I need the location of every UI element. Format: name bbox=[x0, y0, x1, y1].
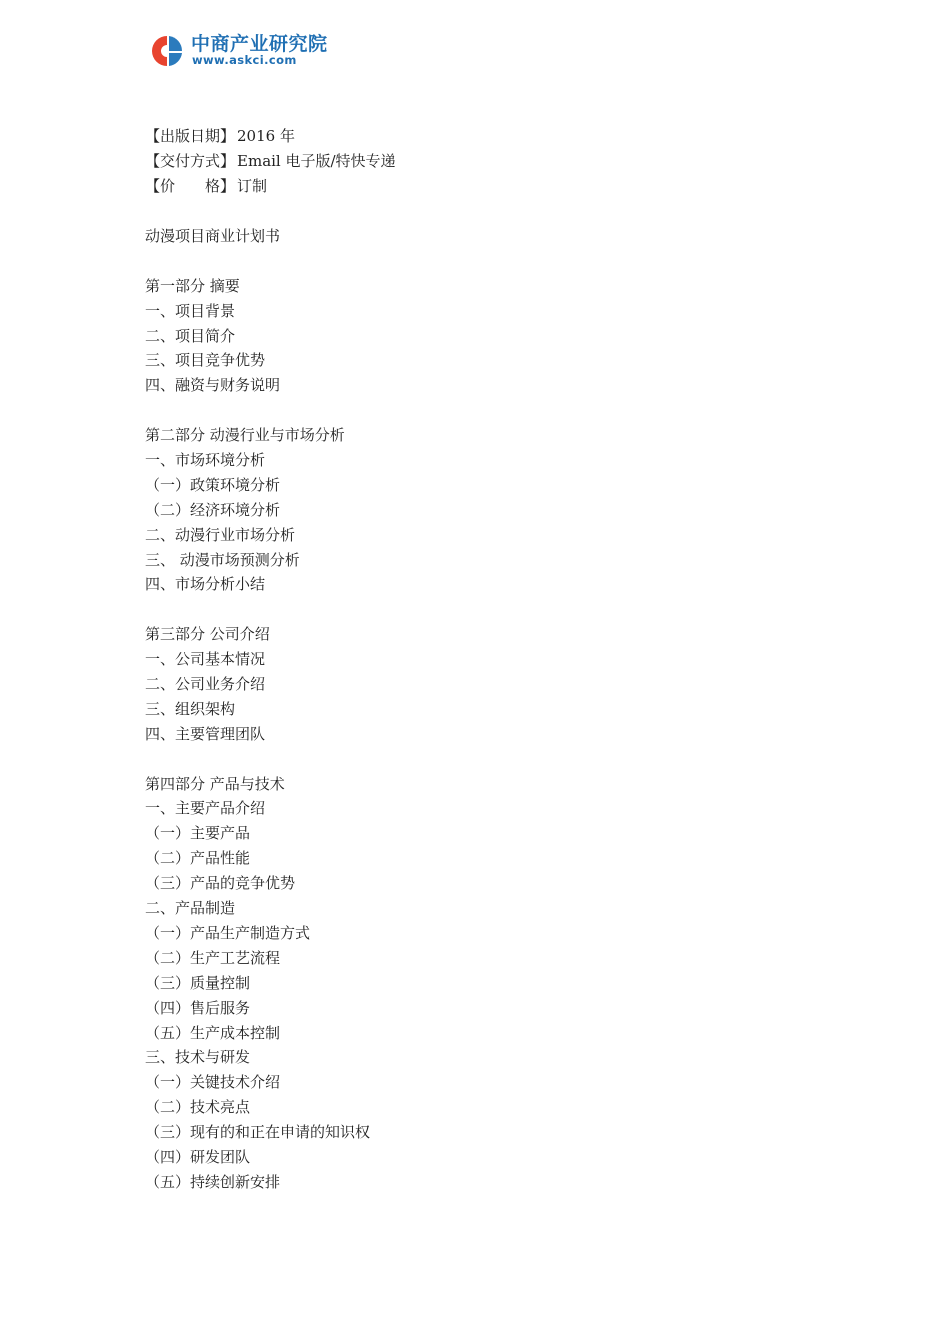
toc-item: （二）生产工艺流程 bbox=[145, 948, 281, 967]
section-title: 第四部分 产品与技术 bbox=[145, 774, 285, 793]
logo-url: www.askci.com bbox=[192, 53, 297, 67]
toc-item: 一、市场环境分析 bbox=[145, 451, 266, 470]
meta-key: 【交付方式】 bbox=[145, 152, 236, 170]
toc-item: （四）研发团队 bbox=[145, 1147, 251, 1166]
toc-item: 三、组织架构 bbox=[145, 699, 236, 718]
section-title: 第三部分 公司介绍 bbox=[145, 625, 270, 644]
toc-item: 四、融资与财务说明 bbox=[145, 376, 281, 395]
meta-delivery bbox=[145, 149, 396, 174]
toc-item: （五）持续创新安排 bbox=[145, 1172, 281, 1191]
company-logo bbox=[147, 31, 337, 71]
table-of-contents bbox=[145, 224, 370, 1195]
toc-item: （三）产品的竞争优势 bbox=[145, 874, 296, 893]
toc-item: 四、主要管理团队 bbox=[145, 724, 266, 743]
meta-key: 【价 格】 bbox=[145, 177, 236, 195]
toc-item: （一）产品生产制造方式 bbox=[145, 923, 311, 942]
meta-price bbox=[145, 174, 396, 199]
toc-item: 二、项目简介 bbox=[145, 326, 236, 345]
toc-item: （三）现有的和正在申请的知识权 bbox=[145, 1123, 371, 1142]
section-title: 第二部分 动漫行业与市场分析 bbox=[145, 426, 345, 445]
logo-name: 中商产业研究院 bbox=[191, 33, 328, 55]
toc-item: （二）技术亮点 bbox=[145, 1098, 251, 1117]
toc-item: （二）产品性能 bbox=[145, 849, 251, 868]
toc-item: （一）关键技术介绍 bbox=[145, 1073, 281, 1092]
toc-item: 一、主要产品介绍 bbox=[145, 799, 266, 818]
toc-item: （一）主要产品 bbox=[145, 824, 251, 843]
toc-item: （三）质量控制 bbox=[145, 973, 251, 992]
document-meta bbox=[145, 124, 396, 199]
meta-value: 2016 年 bbox=[237, 127, 295, 145]
logo-mark-icon bbox=[147, 33, 187, 69]
meta-publish-date bbox=[145, 124, 396, 149]
toc-item: 二、产品制造 bbox=[145, 899, 236, 918]
meta-value: 订制 bbox=[237, 177, 268, 195]
toc-item: 四、市场分析小结 bbox=[145, 575, 266, 594]
toc-item: 三、项目竞争优势 bbox=[145, 351, 266, 370]
toc-item: （五）生产成本控制 bbox=[145, 1023, 281, 1042]
meta-key: 【出版日期】 bbox=[145, 127, 236, 145]
toc-item: 二、动漫行业市场分析 bbox=[145, 525, 296, 544]
toc-item: 一、项目背景 bbox=[145, 301, 236, 320]
toc-item: （一）政策环境分析 bbox=[145, 475, 281, 494]
toc-item: 一、公司基本情况 bbox=[145, 650, 266, 669]
toc-item: 三、技术与研发 bbox=[145, 1048, 251, 1067]
toc-item: （四）售后服务 bbox=[145, 998, 251, 1017]
toc-item: （二）经济环境分析 bbox=[145, 500, 281, 519]
toc-item: 三、 动漫市场预测分析 bbox=[145, 550, 300, 569]
toc-item: 二、公司业务介绍 bbox=[145, 675, 266, 694]
document-title: 动漫项目商业计划书 bbox=[145, 227, 281, 245]
section-title: 第一部分 摘要 bbox=[145, 276, 240, 295]
meta-value: Email 电子版/特快专递 bbox=[237, 152, 396, 170]
